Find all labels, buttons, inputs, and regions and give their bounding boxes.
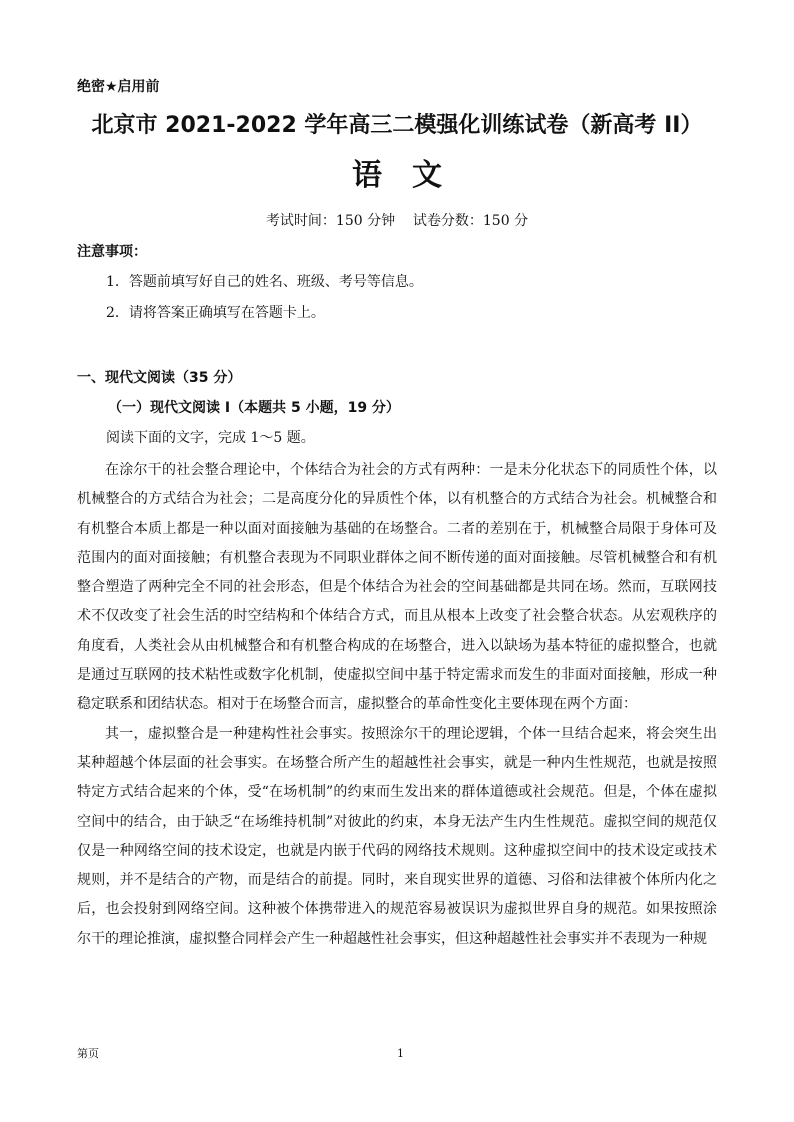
passage-paragraph: 其一，虚拟整合是一种建构性社会事实。按照涂尔干的理论逻辑，个体一旦结合起来，将会突生出某种超越个体层面的社会事实。在场整合所产生的超越性社会事实，就是一种内生性规范，也就是按照特定方式结合起来的个体，受“在场机制”的约束而生发出来的群体道德或社会规范。但是，个体在虚拟空间中的结合，由于缺乏“在场维持机制”对彼此的约束，本身无法产生内生性规范。虚拟空间的规范仅仅是一种网络空间的技术设定，也就是内嵌于代码的网络技术规则。这种虚拟空间中的技术设定或技术规则，并不是结合的产物，而是结合的前提。同时，来自现实世界的道德、习俗和法律被个体所内化之后，也会投射到网络空间。这种被个体携带进入的规范容易被误识为虚拟世界自身的规范。如果按照涂尔干的理论推演，虚拟整合同样会产生一种超越性社会事实，但这种超越性社会事实并不表现为一种规: [77, 725, 717, 947]
reading-passage: [77, 456, 717, 954]
section-heading: 一、现代文阅读（35 分）: [77, 370, 242, 386]
footer-page-label: 第页: [77, 1047, 99, 1060]
exam-info: 考试时间：150 分钟 试卷分数：150 分: [265, 213, 529, 229]
notice-item: 1．答题前填写好自己的姓名、班级、考号等信息。: [106, 274, 423, 290]
passage-paragraph: 在涂尔干的社会整合理论中，个体结合为社会的方式有两种：一是未分化状态下的同质性个体，以机械整合的方式结合为社会；二是高度分化的异质性个体，以有机整合的方式结合为社会。机械整合和有机整合本质上都是一种以面对面接触为基础的在场整合。二者的差别在于，机械整合局限于身体可及范围内的面对面接触；有机整合表现为不同职业群体之间不断传递的面对面接触。尽管机械整合和有机整合塑造了两种完全不同的社会形态，但是个体结合为社会的空间基础都是共同在场。然而，互联网技术不仅改变了社会生活的时空结构和个体结合方式，而且从根本上改变了社会整合状态。从宏观秩序的角度看，人类社会从由机械整合和有机整合构成的在场整合，进入以缺场为基本特征的虚拟整合，也就是通过互联网的技术粘性或数字化机制，使虚拟空间中基于特定需求而发生的非面对面接触，形成一种稳定联系和团结状态。相对于在场整合而言，虚拟整合的革命性变化主要体现在两个方面：: [77, 462, 717, 713]
exam-title: 北京市 2021-2022 学年高三二模强化训练试卷（新高考 II）: [91, 113, 703, 138]
notice-heading: 注意事项：: [77, 244, 147, 260]
confidential-label: 绝密★启用前: [77, 79, 160, 95]
subsection-heading: （一）现代文阅读 I（本题共 5 小题，19 分）: [108, 400, 400, 416]
notice-item: 2．请将答案正确填写在答题卡上。: [106, 305, 325, 321]
reading-instruction: 阅读下面的文字，完成 1～5 题。: [106, 430, 315, 446]
subject-title: 语文: [352, 158, 472, 193]
page-number: 1: [397, 1047, 404, 1060]
